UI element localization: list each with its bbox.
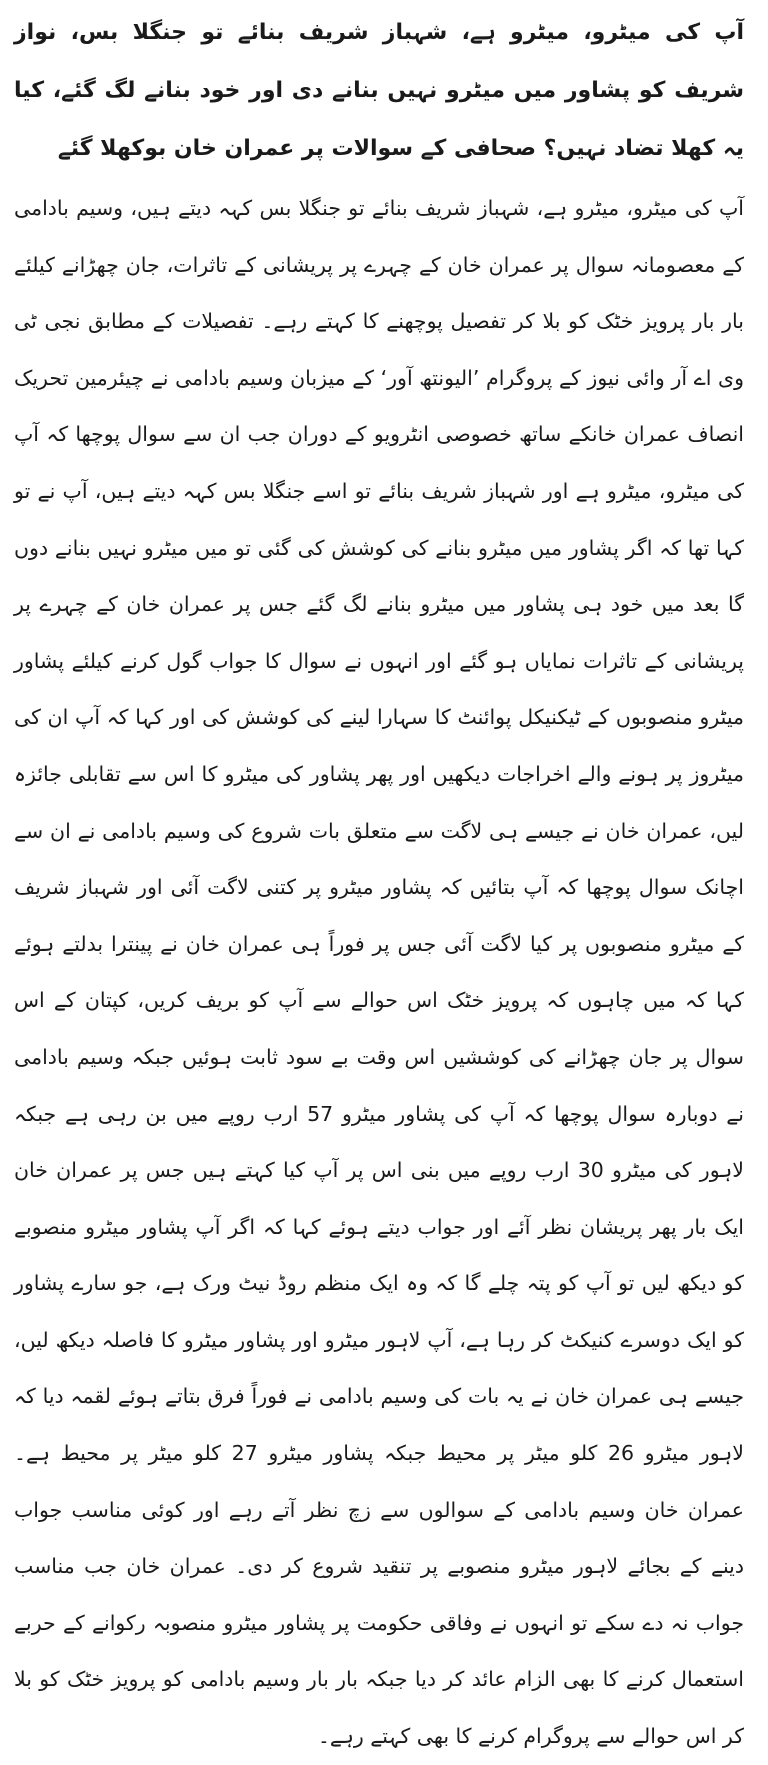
article-paragraph: آپ کی میٹرو، میٹرو ہے، شہباز شریف بنائے تو جنگلا بس کہہ دیتے ہیں، وسیم بادامی کے معصومانہ سوال پر عمران خان کے چہرے پر پریشانی کے تاثرات، جان چھڑانے کیلئے بار بار پرویز خٹک کو بلا کر تفصیل پوچھنے کا کہتے رہے۔ تفصیلات کے مطابق نجی ٹی وی اے آر وائی نیوز کے پروگرام ’الیونتھ آور‘ کے میزبان وسیم بادامی نے چیئرمین تحریک انصاف عمران خانکے ساتھ خصوصی انٹرویو کے دوران جب ان سے سوال پوچھا کہ آپ کی میٹرو، میٹرو ہے اور شہباز شریف بنائے تو اسے جنگلا بس کہہ دیتے ہیں، آپ نے تو کہا تھا کہ اگر پشاور میں میٹرو بنانے کی کوشش کی گئی تو میں میٹرو نہیں بنانے دوں گا بعد میں خود ہی پشاور میں میٹرو بنانے لگ گئے جس پر عمران خان کے چہرے پر پریشانی کے تاثرات نمایاں ہو گئے اور انہوں نے سوال کا جواب گول کرنے کیلئے پشاور میٹرو منصوبوں کے ٹیکنیکل پوائنٹ کا سہارا لینے کی کوشش کی اور کہا کہ آپ ان کی میٹروز پر ہونے والے اخراجات دیکھیں اور پھر پشاور کی میٹرو کا اس سے تقابلی جائزہ لیں، عمران خان نے جیسے ہی لاگت سے متعلق بات شروع کی وسیم بادامی نے ان سے اچانک سوال پوچھا کہ آپ بتائیں کہ پشاور میٹرو پر کتنی لاگت آئی اور شہباز شریف کے میٹرو منصوبوں پر کیا لاگت آئی جس پر فوراً ہی عمران خان نے پینترا بدلتے ہوئے کہا کہ میں چاہوں کہ پرویز خٹک اس حوالے سے آپ کو بریف کریں، کپتان کے اس سوال پر جان چھڑانے کی کوششیں اس وقت بے سود ثابت ہوئیں جبکہ وسیم بادامی نے دوبارہ سوال پوچھا کہ آپ کی پشاور میٹرو 57 ارب روپے میں بن رہی ہے جبکہ لاہور کی میٹرو 30 ارب روپے میں بنی اس پر آپ کیا کہتے ہیں جس پر عمران خان ایک بار پھر پریشان نظر آئے اور جواب دیتے ہوئے کہا کہ اگر آپ پشاور میٹرو منصوبے کو دیکھ لیں تو آپ کو پتہ چلے گا کہ وہ ایک منظم روڈ نیٹ ورک ہے، جو سارے پشاور کو ایک دوسرے کنیکٹ کر رہا ہے، آپ لاہور میٹرو اور پشاور میٹرو کا فاصلہ دیکھ لیں، جیسے ہی عمران خان نے یہ بات کی وسیم بادامی نے فوراً فرق بتاتے ہوئے لقمہ دیا کہ لاہور میٹرو 26 کلو میٹر پر محیط جبکہ پشاور میٹرو 27 کلو میٹر پر محیط ہے۔ عمران خان وسیم بادامی کے سوالوں سے زچ نظر آتے رہے اور کوئی مناسب جواب دینے کے بجائے لاہور میٹرو منصوبے پر تنقید شروع کر دی۔ عمران خان جب مناسب جواب نہ دے سکے تو انہوں نے وفاقی حکومت پر پشاور میٹرو منصوبہ رکوانے کے حربے استعمال کرنے کا بھی الزام عائد کر دیا جبکہ بار بار وسیم بادامی کو پرویز خٹک کو بلا کر اس حوالے سے پروگرام کرنے کا بھی کہتے رہے۔ [14,196,745,1749]
article-body [14,180,744,1765]
article-headline: آپ کی میٹرو، میٹرو ہے، شہباز شریف بنائے تو جنگلا بس، نواز شریف کو پشاور میں میٹرو نہیں بنانے دی اور خود بنانے لگ گئے، کیا یہ کھلا تضاد نہیں؟ صحافی کے سوالات پر عمران خان بوکھلا گئے [14,20,744,161]
